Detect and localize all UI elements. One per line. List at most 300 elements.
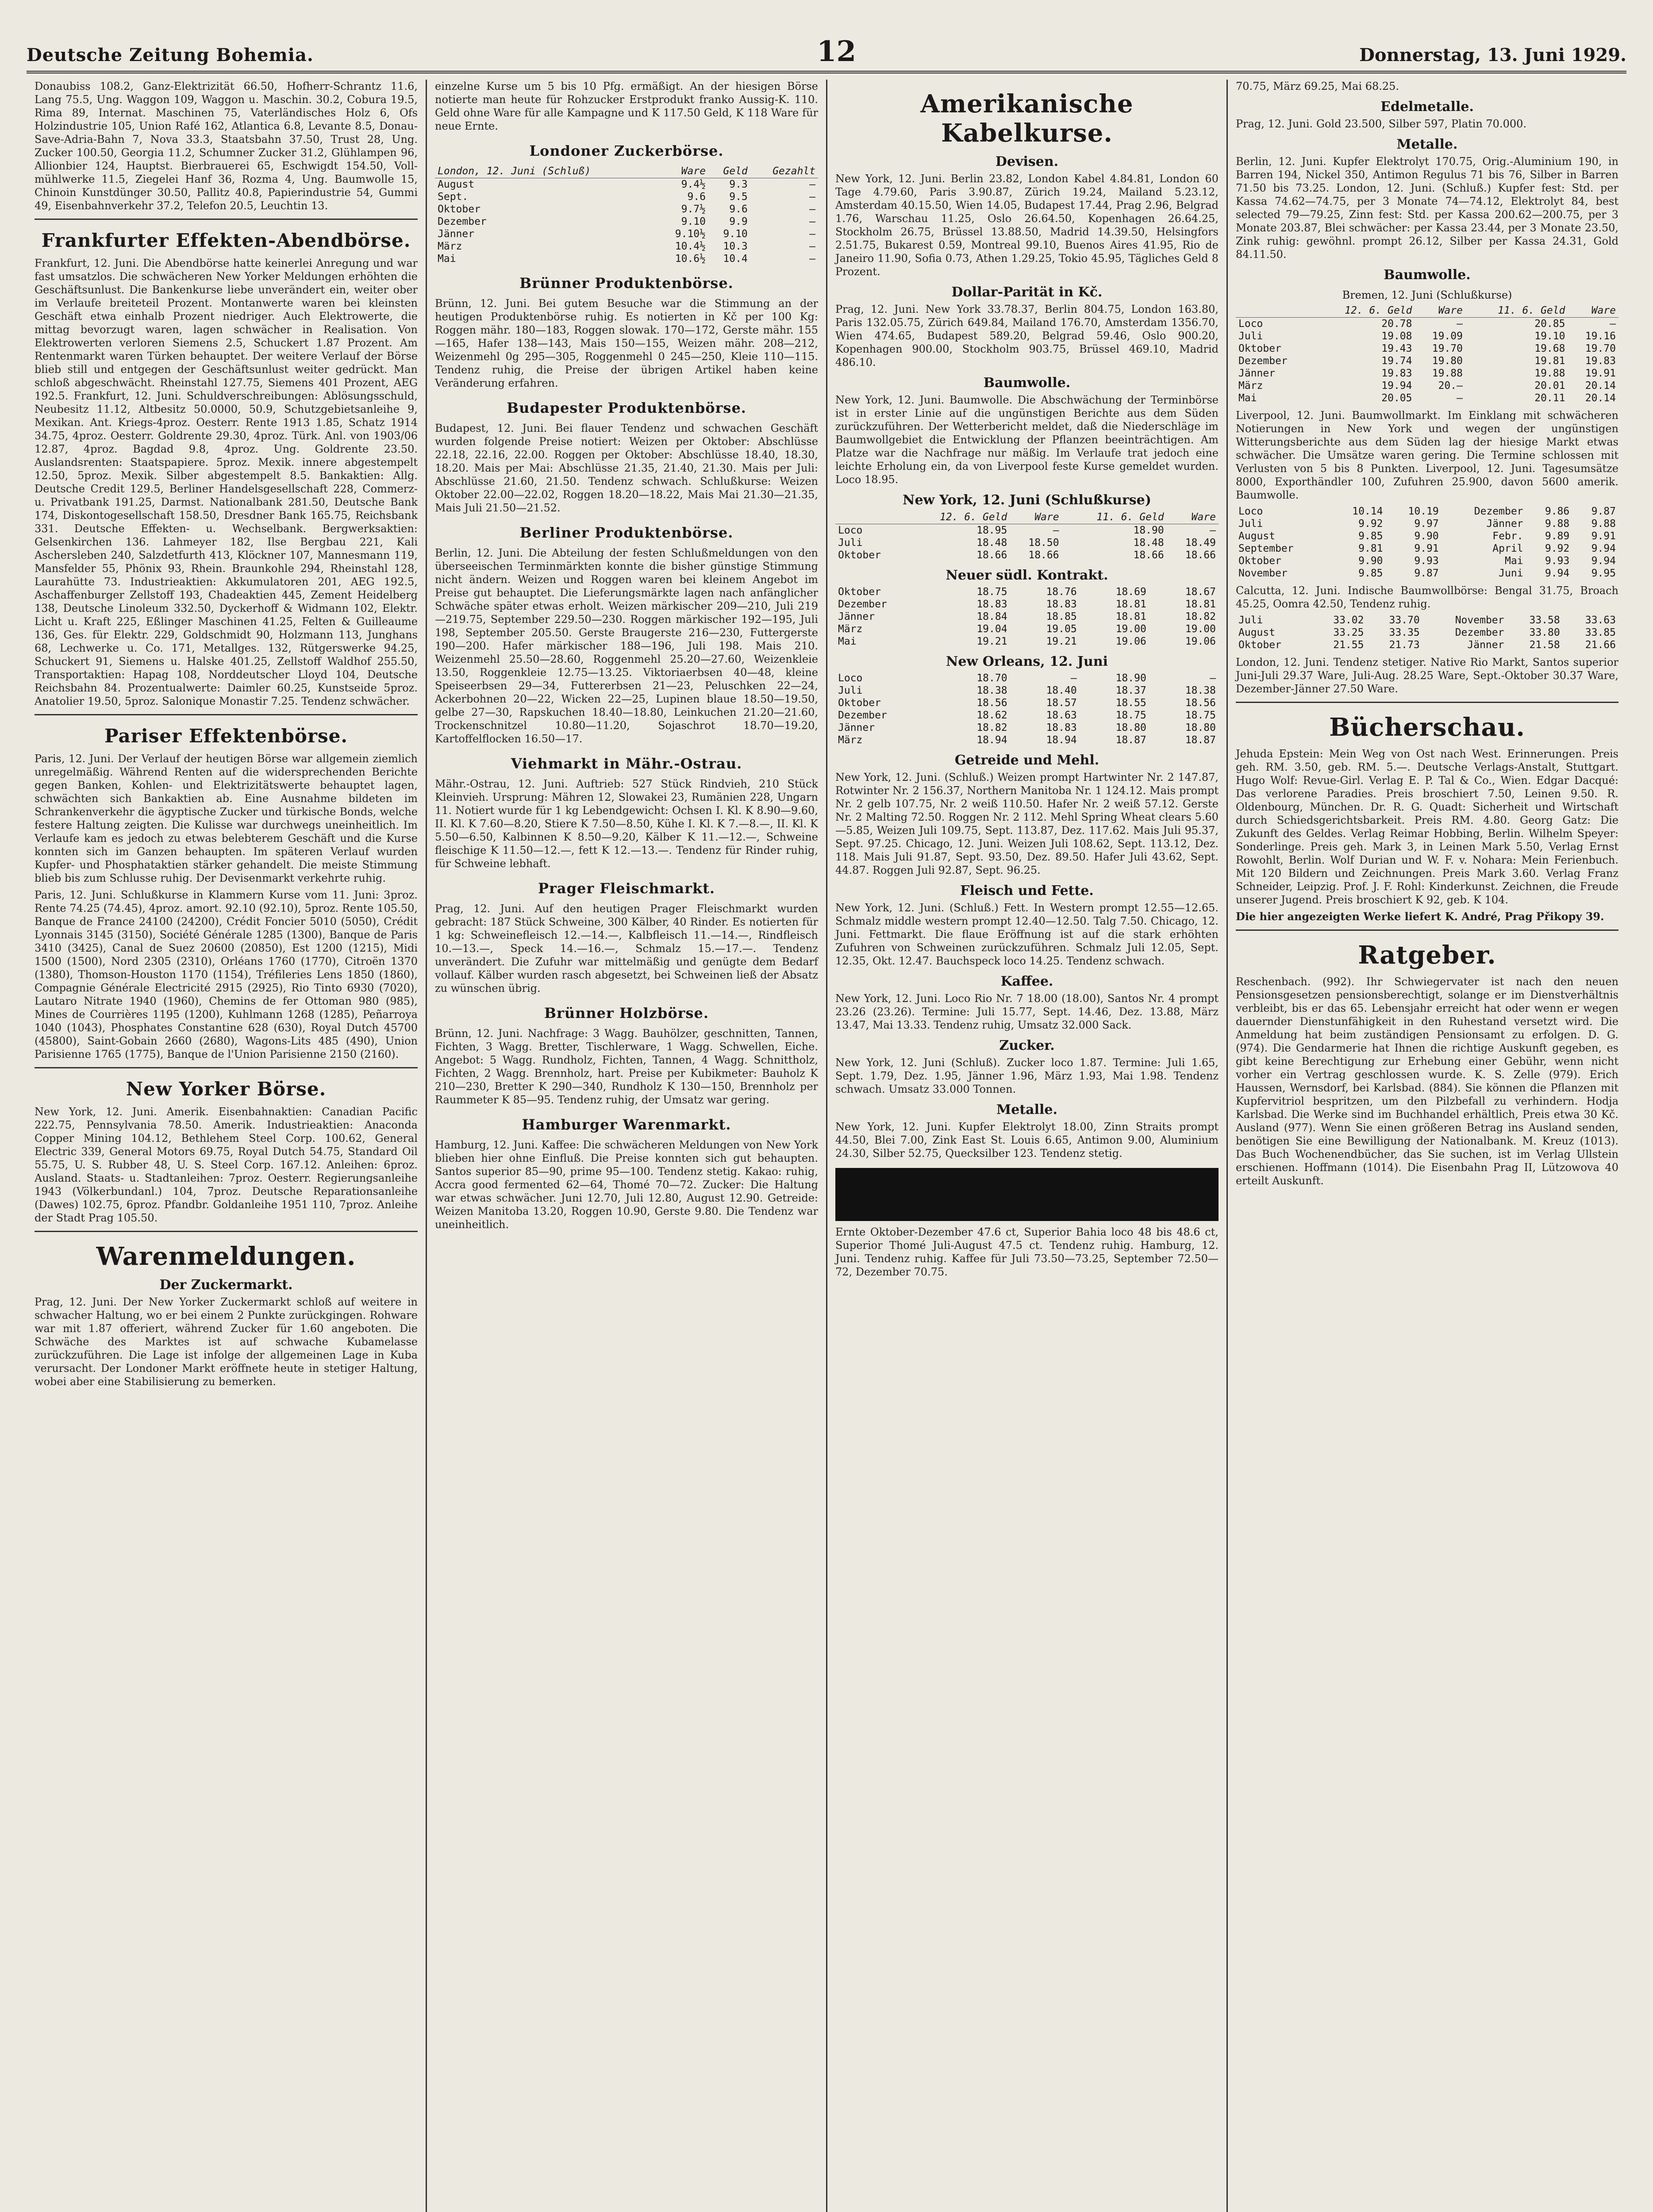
ny-cotton-title: New York, 12. Juni (Schlußkurse) <box>903 492 1151 508</box>
berlin-report: Berlin, 12. Juni. Die Abteilung der festen Schlußmeldungen von den überseeischen Terminmärkten konnte die bisher günstige Stimmung nicht ändern. Weizen und Roggen waren bei kleinem Angebot im Preise gut behauptet. Die Lieferungsmärkte lagen nach anfänglicher Schwäche später etwas erholt. Weizen märkischer 209—210, Juli 219—219.75, September 229.50—230. Roggen märkischer 192—195, Juli 198, September 205.50. Gerste Braugerste 216—230, Futtergerste 190—200. Hafer märkischer 188—196, Juli 198. Mais 210. Weizenmehl 25.50—28.60, Roggenmehl 25.20—27.60, Weizenkleie 13.50, Roggenkleie 12.75—13.25. Viktoriaerbsen 40—48, kleine Speiseerbsen 29—34, Futtererbsen 21—23, Peluschken 22—24, Ackerbohnen 20—22, Wicken 22—25, Lupinen blaue 18.50—19.50, gelbe 27—30, Rapskuchen 18.40—18.80, Leinkuchen 21.20—21.60, Trockenschnitzel 10.80—11.20, Sojaschrot 18.70—19.20, Kartoffelflocken 16.50—17. <box>435 547 818 745</box>
table-cell: — <box>809 241 815 252</box>
table-cell: Mai <box>838 636 857 647</box>
table-row <box>1236 555 1618 567</box>
table-cell: 9.9 <box>729 216 748 227</box>
metalle-subheading: Metalle. <box>1396 137 1458 152</box>
table-cell: 9.81 <box>1358 543 1383 554</box>
newspaper-name: Deutsche Zeitung Bohemia. <box>27 45 314 65</box>
table-cell: 9.90 <box>1414 530 1439 542</box>
table-cell: 18.81 <box>1115 599 1146 610</box>
table-cell: 9.86 <box>1545 506 1570 517</box>
kaffee-report: New York, 12. Juni. Loco Rio Nr. 7 18.00 (18.00), Santos Nr. 4 prompt 23.26 (23.26). Termine: Juli 15.77, Sept. 14.46, Dez. 13.88, März 13.47, Mai 13.33. Tendenz ruhig, Umsatz 32.000 Sack. <box>835 992 1219 1031</box>
prager-report: Prag, 12. Juni. Auf den heutigen Prager Fleischmarkt wurden gebracht: 187 Stück Schweine, 300 Kälber, 40 Rinder. Es notierten für 1 kg: Schweinefleisch 12.—14.—, Kalbfleisch 11.—14.—, Rindfleisch 10.—13.—, Speck 14.—16.—, Schmalz 15.—17.—. Tendenz unverändert. Die Zufuhr war mittelmäßig und genügte dem Bedarf vollauf. Kälber wurden rasch abgesetzt, bei Schweinen ließ der Absatz zu wünschen übrig. <box>435 902 818 995</box>
alexandria-table <box>1236 614 1618 651</box>
holz-report: Brünn, 12. Juni. Nachfrage: 3 Wagg. Bauhölzer, geschnitten, Tannen, Fichten, 3 Wagg. Bretter, Tischlerware, 1 Wagg. Schwellen, Eiche. Angebot: 5 Wagg. Rundholz, Fichten, Tannen, 4 Wagg. Schnittholz, Fichten, 2 Wagg. Brennholz, hart. Preise per Kubikmeter: Bauholz K 210—230, Bretter K 290—340, Rundholz K 130—150, Brennholz per Raummeter K 85—95. Tendenz ruhig, der Umsatz war gering. <box>435 1027 818 1106</box>
table-cell: 18.75 <box>1115 710 1146 721</box>
table-cell: 18.90 <box>1115 672 1146 684</box>
table-cell: 18.94 <box>1046 734 1077 746</box>
table-cell: 19.80 <box>1432 355 1463 367</box>
bruenner-report: Brünn, 12. Juni. Bei gutem Besuche war die Stimmung an der heutigen Produktenbörse ruhig. Es notierten in Kč per 100 Kg: Roggen mähr. 180—183, Roggen slowak. 170—172, Gerste mähr. 155—165, Hafer 138—143, Mais 150—155, Weizen mähr. 208—212, Weizenmehl 0g 295—305, Roggenmehl 0 245—250, Kleie 110—115. Tendenz ruhig, die Preise der übrigen Artikel haben keine Veränderung erfahren. <box>435 297 818 389</box>
kakao-report: Ernte Oktober-Dezember 47.6 ct, Superior Bahia loco 48 bis 48.6 ct, Superior Thomé Juli-August 47.5 ct. Tendenz ruhig. Hamburg, 12. Juni. Tendenz ruhig. Kaffee für Juli 73.50—73.25, September 72.50—72, Dezember 70.75. <box>835 1226 1219 1278</box>
newyork-section-title: New Yorker Börse. <box>126 1078 327 1100</box>
table-cell: 19.06 <box>1185 636 1216 647</box>
table-cell: 18.38 <box>976 685 1007 696</box>
table-cell: Jänner <box>838 611 875 622</box>
paris-quotes: Paris, 12. Juni. Schlußkurse in Klammern Kurse vom 11. Juni: 3proz. Rente 74.25 (74.45), 4proz. amort. 92.10 (92.10), 5proz. Rente 105.50, Banque de France 24100 (24200), Crédit Foncier 5010 (5050), Crédit Lyonnais 3145 (3150), Société Générale 1285 (1300), Banque de Paris 3410 (3425), Canal de Suez 20600 (20850), Est 1200 (1215), Midi 1500 (1500), Nord 2305 (2310), Orléans 1760 (1770), Citroën 1370 (1380), Thomson-Houston 1170 (1154), Tréfileries Lens 1850 (1860), Compagnie Générale Electricité 2915 (2925), Rio Tinto 6930 (7020), Lautaro Nitrate 1940 (1960), Chemins de fer Ottoman 980 (985), Mines de Courrières 1195 (1200), Kuhlmann 1268 (1285), Peñarroya 1040 (1043), Phosphates Constantine 628 (630), Royal Dutch 45700 (45800), Saint-Gobain 2660 (2680), Wagons-Lits 485 (490), Union Parisienne 1765 (1775), Banque de l'Union Parisienne 2150 (2160). <box>35 889 418 1060</box>
table-cell: 9.4½ <box>681 179 706 190</box>
frankfurt-report: Frankfurt, 12. Juni. Die Abendbörse hatte keinerlei Anregung und war fast umsatzlos. Die schwächeren New Yorker Meldungen erhöhten die Geschäftsunlust. Die Bankenkurse liebe unverändert ein, weiter ober im Verlaufe breiteteil Prozent. Montanwerte waren bei kleinsten Geschäft etwa einhalb Prozent niedriger. Auch Elektrowerte, die mittag bevorzugt waren, lagen schwächer in Realisation. Von Elektrowerten verloren Siemens 2.5, Schuckert 1.87 Prozent. Am Rentenmarkt waren Türken behauptet. Der weitere Verlauf der Börse blieb still und entgegen der Geschäftsunlust weiter gedrückt. Man schloß abgeschwächt. Rheinstahl 127.75, Siemens 401 Prozent, AEG 192.5. Frankfurt, 12. Juni. Schuldverschreibungen: Ablösungsschuld, Neubesitz 11.12, Altbesitz 50.0000, 50.9, Schutzgebietsanleihe 9, Mexikan. Ant. Kriegs-4proz. Oesterr. Rente 1913 1.85, Schatz 1914 34.75, 4proz. Oesterr. Goldrente 29.30, 4proz. Türk. Anl. von 1903/06 12.87, 4proz. Bagdad 9.8, 4proz. Ung. Goldrente 23.50. Auslandsrenten: Staatspapiere. 5proz. Mexik. innere abgestempelt 12.50, 5proz. Mexik. Silber abgestempelt 8.5. Bankaktien: Allg. Deutsche Credit 129.5, Berliner Handelsgesellschaft 228, Commerz- u. Privatbank 191.25, Darmst. Nationalbank 281.50, Deutsche Bank 174, Diskontogesellschaft 158.50, Dresdner Bank 165.75, Reichsbank 331. Deutsche Effekten- u. Wechselbank. Bergwerksaktien: Gelsenkirchen 136. Lahmeyer 182, Ilse Bergbau 221, Kali Aschersleben 240, Salzdetfurth 413, Klöckner 107, Mannesmann 119, Mansfelder 55, Phönix 93, Rhein. Braunkohle 294, Rheinstahl 128, Laurahütte 73. Industrieaktien: Akkumulatoren 201, AEG 192.5, Aschaffenburger Zellstoff 193, Chadeaktien 445, Zement Heidelberg 138, Deutsche Linoleum 332.50, Dyckerhoff & Widmann 102, Elektr. Licht u. Kraft 225, Eßlinger Maschinen 41.25, Felten & Guilleaume 136, Ges. für Elektr. 229, Goldschmidt 90, Holzmann 113, Junghans 68, Lechwerke u. Co. 171, Metallges. 132, Rütgerswerke 94.25, Schuckert 91, Siemens u. Halske 401.25, Zellstoff Waldhof 255.50, Transportaktien: Hapag 108, Norddeutscher Lloyd 104, Deutsche Reichsbahn 84. Prozentualwerte: Daimler 60.25, Kunstseide 5proz. Anatolier 19.50, 5proz. Salonique Monastir 7.25. Tendenz schwächer. <box>35 257 418 707</box>
prager-title: Prager Fleischmarkt. <box>538 880 715 897</box>
table-cell: — <box>1210 525 1216 536</box>
table-cell: 9.88 <box>1545 518 1570 530</box>
table-cell: 18.82 <box>1185 611 1216 622</box>
table-cell: 33.02 <box>1333 614 1364 626</box>
vieh-report: Mähr.-Ostrau, 12. Juni. Auftrieb: 527 Stück Rindvieh, 210 Stück Kleinvieh. Ursprung: Mähren 12, Slowakei 23, Rumänien 228, Ungarn 11. Notiert wurde für 1 kg Lebendgewicht: Ochsen I. Kl. K 8.90—9.60, II. Kl. K 7.60—8.20, Stiere K 7.50—8.50, Kühe I. Kl. K 7.—8.—, II. Kl. K 5.50—6.50, Kalbinnen K 8.50—9.20, Kälber K 11.—12.—, Schweine fleischige K 11.50—12.—, fett K 12.—13.—. Tendenz für Rinder ruhig, für Schweine lebhaft. <box>435 778 818 870</box>
edelmetalle-report: Prag, 12. Juni. Gold 23.500, Silber 597, Platin 70.000. <box>1236 118 1527 130</box>
orleans-title: New Orleans, 12. Juni <box>946 654 1108 669</box>
table-cell: 18.57 <box>1046 697 1077 709</box>
table-cell: Mai <box>438 253 456 265</box>
zucker-subheading: Zucker. <box>999 1038 1055 1053</box>
baumwolle-subheading: Baumwolle. <box>1384 267 1471 283</box>
table-cell: 18.95 <box>976 525 1007 536</box>
hamburg-report: Hamburg, 12. Juni. Kaffee: Die schwächeren Meldungen von New York blieben hier ohne Einfluß. Die Preise konnten sich gut behaupten. Santos superior 85—90, prime 95—100. Tendenz stetig. Kakao: ruhig, Accra good fermented 62—64, Thomé 70—72. Zucker: Die Haltung war etwas schwächer. Juni 12.70, Juli 12.80, August 12.90. Getreide: Weizen Manitoba 13.20, Roggen 10.90, Gerste 9.80. Die Tendenz war uneinheitlich. <box>435 1139 818 1231</box>
table-cell: 18.81 <box>1185 599 1216 610</box>
kaffee-continued: 70.75, März 69.25, Mai 68.25. <box>1236 80 1399 92</box>
table-cell: 18.69 <box>1115 586 1146 598</box>
table-cell: Jänner <box>438 228 475 240</box>
table-cell: 20.85 <box>1534 318 1565 330</box>
metalle-report: New York, 12. Juni. Kupfer Elektrolyt 18.00, Zinn Straits prompt 44.50, Blei 7.00, Zink East St. Louis 6.65, Antimon 9.00, Aluminium 24.30, Silber 52.75, Quecksilber 123. Tendenz stetig. <box>835 1121 1219 1160</box>
table-row <box>1236 355 1618 367</box>
table-cell: 18.75 <box>976 586 1007 598</box>
fleisch-subheading: Fleisch und Fette. <box>960 883 1094 899</box>
table-cell: 9.92 <box>1545 543 1570 554</box>
table-row <box>1236 330 1618 342</box>
table-cell: 19.88 <box>1534 368 1565 379</box>
devisen-subheading: Devisen. <box>995 154 1059 169</box>
table-cell: 21.58 <box>1529 639 1560 651</box>
table-row <box>835 598 1219 611</box>
table-cell: 19.70 <box>1432 343 1463 354</box>
table-cell: 19.70 <box>1585 343 1616 354</box>
table-cell: 9.3 <box>729 179 748 190</box>
table-row <box>835 635 1219 648</box>
india-report: Calcutta, 12. Juni. Indische Baumwollbörse: Bengal 31.75, Broach 45.25, Oomra 42.50, Tendenz ruhig. <box>1236 584 1618 610</box>
table-cell: Juli <box>838 537 863 549</box>
column-1 <box>27 80 427 2212</box>
getreide-subheading: Getreide und Mehl. <box>954 753 1099 768</box>
page-number: 12 <box>816 35 857 68</box>
table-cell: 18.66 <box>1185 549 1216 561</box>
table-cell: Oktober <box>838 549 881 561</box>
table-row <box>1236 505 1618 518</box>
table-cell: 19.94 <box>1381 380 1412 392</box>
redacted-block <box>835 1168 1219 1221</box>
table-cell: Oktober <box>838 697 881 709</box>
table-cell: 9.97 <box>1414 518 1439 530</box>
table-cell: 21.66 <box>1585 639 1616 651</box>
berlin-title: Berliner Produktenbörse. <box>519 524 734 541</box>
table-cell: 10.4 <box>723 253 748 265</box>
table-cell: Juli <box>838 685 863 696</box>
table-cell: 18.48 <box>1133 537 1164 549</box>
table-cell: Loco <box>1238 506 1263 517</box>
table-cell: 33.85 <box>1585 627 1616 638</box>
table-cell: 20.78 <box>1381 318 1412 330</box>
divider <box>35 1231 418 1232</box>
table-cell: 18.85 <box>1046 611 1077 622</box>
table-cell: 9.87 <box>1591 506 1616 517</box>
table-row <box>835 734 1219 746</box>
table-cell: 20.01 <box>1534 380 1565 392</box>
table-cell: Oktober <box>1238 343 1281 354</box>
london-coffee-report: London, 12. Juni. Tendenz stetiger. Native Rio Markt, Santos superior Juni-Juli 29.37 Ware, Juli-Aug. 28.25 Ware, Sept.-Oktober 30.37 Ware, Dezember-Jänner 27.50 Ware. <box>1236 656 1618 695</box>
table-cell: — <box>1053 525 1059 536</box>
fleisch-report: New York, 12. Juni. (Schluß.) Fett. In Western prompt 12.55—12.65. Schmalz middle western prompt 12.40—12.50. Talg 7.50. Chicago, 12. Juni. Fettmarkt. Die flaue Eröffnung ist auf die stark erhöhten Zufuhren von Schweinen zurückzuführen. Schmalz Juli 12.05, Sept. 12.35, Okt. 12.47. Bauchspeck loco 14.25. Tendenz schwach. <box>835 902 1219 967</box>
table-cell: — <box>1210 672 1216 684</box>
table-cell: 18.55 <box>1115 697 1146 709</box>
table-row <box>1236 530 1618 542</box>
table-row <box>435 191 818 203</box>
table-cell: August <box>1238 530 1276 542</box>
issue-date: Donnerstag, 13. Juni 1929. <box>1359 45 1626 65</box>
table-cell: 33.63 <box>1585 614 1616 626</box>
table-cell: 9.88 <box>1591 518 1616 530</box>
table-cell: 33.80 <box>1529 627 1560 638</box>
frankfurt-section-title: Frankfurter Effekten-Abendbörse. <box>41 230 411 251</box>
table-cell: Oktober <box>1238 639 1281 651</box>
table-row <box>435 253 818 265</box>
table-cell: 18.56 <box>1185 697 1216 709</box>
table-row <box>835 524 1219 537</box>
table-cell: 19.68 <box>1534 343 1565 354</box>
waren-section-title: Warenmeldungen. <box>96 1242 356 1271</box>
bremen-title: Bremen, 12. Juni (Schlußkurse) <box>1342 289 1512 301</box>
table-cell: 19.05 <box>1046 623 1077 635</box>
table-cell: Oktober <box>438 204 481 215</box>
buecherschau-title: Bücherschau. <box>1329 713 1525 742</box>
table-cell: 18.56 <box>976 697 1007 709</box>
table-cell: 10.19 <box>1408 506 1439 517</box>
table-cell: 10.4½ <box>675 241 706 252</box>
table-cell: 18.49 <box>1185 537 1216 549</box>
ratgeber-answers: Reschenbach. (992). Ihr Schwiegervater ist nach den neuen Pensionsgesetzen pensionsberechtigt, solange er im Dienstverhältnis verbleibt, bis er das 65. Lebensjahr erreicht hat oder wenn er wegen dauernder Dienstunfähigkeit in den Ruhestand versetzt wird. Die Anmeldung hat beim zuständigen Pensionsamt zu erfolgen. D. G. (974). Die Gendarmerie hat Ihnen die richtige Auskunft gegeben, es gibt keine Berechtigung zur Erhebung einer Gebühr, wenn nicht vorher ein Vertrag geschlossen wurde. K. S. Zelle (979). Erich Haussen, Wernsdorf, bei Karlsbad. (884). Sie können die Pflanzen mit Kupfervitriol bespritzen, um den Pilzbefall zu verhindern. Hodja Karlsbad. Die Werke sind im Buchhandel erhältlich, Preis etwa 30 Kč. Ausland (977). Wenn Sie einen größeren Betrag ins Ausland senden, benötigen Sie eine Bewilligung der Nationalbank. M. Kreuz (1013). Das Buch Wochenendbücher, das Sie suchen, ist im Verlag Ullstein erschienen. Hoffmann (1014). Die Eisenbahn Prag II, Lützowova 40 erteilt Auskunft. <box>1236 975 1618 1187</box>
kabelkurse-title: Amerikanische Kabelkurse. <box>920 89 1134 148</box>
table-cell: 19.06 <box>1115 636 1146 647</box>
table-cell: 19.81 <box>1534 355 1565 367</box>
table-row <box>835 709 1219 722</box>
table-cell: Jänner <box>1467 639 1504 651</box>
table-cell: 21.55 <box>1333 639 1364 651</box>
table-row <box>1236 318 1618 330</box>
ny-cotton-table <box>835 511 1219 561</box>
table-cell: 10.14 <box>1352 506 1383 517</box>
table-cell: 9.10 <box>681 216 706 227</box>
table-cell: 19.21 <box>1046 636 1077 647</box>
table-cell: 9.93 <box>1414 555 1439 567</box>
dollar-subheading: Dollar-Parität in Kč. <box>951 284 1103 300</box>
london-sugar-title: Londoner Zuckerbörse. <box>529 142 724 159</box>
sugar-intro: einzelne Kurse um 5 bis 10 Pfg. ermäßigt. An der hiesigen Börse notierte man heute für Rohzucker Erstprodukt franko Aussig-K. 110. Geld ohne Ware für alle Kampagne und K 117.50 Geld, K 118 Ware für neue Ernte. <box>435 80 818 132</box>
table-header-cell: Ware <box>1167 511 1219 524</box>
table-cell: 9.87 <box>1414 568 1439 579</box>
table-cell: 19.83 <box>1585 355 1616 367</box>
table-cell: August <box>438 179 475 190</box>
table-cell: 9.94 <box>1591 543 1616 554</box>
table-cell: 9.7½ <box>681 204 706 215</box>
table-cell: 9.90 <box>1358 555 1383 567</box>
ratgeber-title: Ratgeber. <box>1358 941 1496 970</box>
table-row <box>1236 392 1618 404</box>
devisen-report: New York, 12. Juni. Berlin 23.82, London Kabel 4.84.81, London 60 Tage 4.79.60, Paris 3.90.87, Zürich 19.24, Mailand 5.23.12, Amsterdam 40.15.50, Wien 14.05, Budapest 17.44, Prag 2.96, Belgrad 1.76, Warschau 11.25, Oslo 26.64.50, Kopenhagen 26.64.25, Stockholm 26.75, Brüssel 13.88.50, Madrid 14.39.50, Helsingfors 2.51.75, Bukarest 0.59, Montreal 99.10, Buenos Aires 41.95, Rio de Janeiro 11.90, Sofia 0.73, Athen 1.29.25, Tokio 45.95, Tägliches Geld 8 Prozent. <box>835 173 1219 278</box>
table-cell: 18.80 <box>1185 722 1216 733</box>
newspaper-page <box>27 31 1626 2212</box>
table-cell: 10.6½ <box>675 253 706 265</box>
bremen-table <box>1236 304 1618 404</box>
table-cell: 18.75 <box>1185 710 1216 721</box>
bruenner-title: Brünner Produktenbörse. <box>519 275 734 292</box>
newyork-report: New York, 12. Juni. Amerik. Eisenbahnaktien: Canadian Pacific 222.75, Pennsylvania 78.50. Amerik. Industrieaktien: Anaconda Copper Mining 104.12, Bethlehem Steel Corp. 100.62, General Electric 339, General Motors 69.75, Royal Dutch 54.75, Standard Oil 55.75, U. S. Rubber 48, U. S. Steel Corp. 167.12. Anleihen: 6proz. Ausland. Staats- u. Stadtanleihen: 7proz. Oesterr. Regierungsanleihe 1943 (Völkerbundanl.) 104, 7proz. Deutsche Reparationsanleihe (Dawes) 102.75, 6proz. Pfandbr. Goldanleihe 1951 110, 7proz. Anleihe der Stadt Prag 105.50. <box>35 1106 418 1224</box>
table-row <box>1236 639 1618 651</box>
table-header-cell: 12. 6. Geld <box>1312 304 1415 318</box>
table-cell: 9.95 <box>1591 568 1616 579</box>
table-cell: Dezember <box>438 216 487 227</box>
table-cell: 19.43 <box>1381 343 1412 354</box>
columns <box>27 80 1626 2212</box>
table-row <box>1236 518 1618 530</box>
table-cell: 20.11 <box>1534 392 1565 404</box>
london-sugar-table <box>435 165 818 265</box>
table-row <box>1236 626 1618 639</box>
table-cell: 10.3 <box>723 241 748 252</box>
buecherschau-list: Jehuda Epstein: Mein Weg von Ost nach West. Erinnerungen. Preis geh. RM. 3.50, geb. RM. 5.—. Deutsche Verlags-Anstalt, Stuttgart. Hugo Wolf: Revue-Girl. Verlag E. P. Tal & Co., Wien. Edgar Dacqué: Das verlorene Paradies. Preis broschiert 7.50, Leinen 9.50. R. Oldenbourg, München. Dr. R. G. Quadt: Sicherheit und Wirtschaft durch Schiedsgerichtsbarkeit. Preis RM. 4.80. Georg Gatz: Die Zukunft des Geldes. Verlag Reimar Hobbing, Berlin. Wilhelm Speyer: Sonderlinge. Preis geh. Mark 3, in Leinen Mark 5.50, Verlag Ernst Rowohlt, Berlin. Wolf Durian und W. F. v. Nohara: Mein Ferienbuch. Mit 120 Bildern und Zeichnungen. Preis Mark 3.60. Verlag Franz Schneider, Leipzig. Prof. J. F. Rohl: Kinderkunst. Zeichnen, die Freude unserer Jugend. Preis broschiert K 92, geb. K 104. <box>1236 748 1618 906</box>
table-header-cell: Ware <box>1568 304 1618 318</box>
zucker-subheading: Der Zuckermarkt. <box>159 1277 293 1293</box>
table-cell: September <box>1238 543 1294 554</box>
table-cell: Febr. <box>1492 530 1523 542</box>
table-cell: 18.50 <box>1028 537 1059 549</box>
table-cell: 9.10 <box>723 228 748 240</box>
table-cell: Dezember <box>838 599 887 610</box>
table-cell: 18.94 <box>976 734 1007 746</box>
table-cell: 19.88 <box>1432 368 1463 379</box>
table-header-cell <box>835 511 905 524</box>
table-header-cell: 11. 6. Geld <box>1062 511 1167 524</box>
paris-section-title: Pariser Effektenbörse. <box>104 725 348 747</box>
budapest-quotes-continued: Donaubiss 108.2, Ganz-Elektrizität 66.50, Hofherr-Schrantz 11.6, Lang 75.5, Ung. Waggon 109, Waggon u. Maschin. 30.2, Cobura 19.5, Rima 89, Internat. Maschinen 75, Vaterländisches Holz 6, Ofs Holzindustrie 105, Union Rafé 162, Atlantica 6.8, Levante 8.5, Donau-Save-Adria-Bahn 7, Nova 33.3, Staatsbahn 37.50, Trust 28, Ung. Zucker 100.50, Georgia 11.2, Schumner Zucker 31.2, Glühlampen 96, Allionbier 124, Hauptst. Bierbrauerei 65, Eschwigdt 154.50, Voll-mühlwerke 11.5, Ziegelei Hanf 36, Rozma 4, Ung. Baumwolle 15, Chinoin Kunstdünger 30.50, Pallitz 40.8, Papierindustrie 54, Gummi 49, Eisenbahnverkehr 37.2, Telefon 20.5, Leuchtin 13. <box>35 80 418 212</box>
table-cell: Mai <box>1238 392 1257 404</box>
table-cell: 18.63 <box>1046 710 1077 721</box>
liverpool-table <box>1236 505 1618 580</box>
table-cell: — <box>809 216 815 227</box>
table-row <box>1236 567 1618 580</box>
table-cell: 19.00 <box>1115 623 1146 635</box>
table-row <box>1236 542 1618 555</box>
table-row <box>1236 342 1618 355</box>
table-header-cell: 11. 6. Geld <box>1465 304 1568 318</box>
table-cell: 18.87 <box>1115 734 1146 746</box>
table-header-cell: Ware <box>658 165 708 178</box>
divider <box>35 1067 418 1068</box>
table-cell: Dezember <box>1474 506 1523 517</box>
table-cell: 18.81 <box>1115 611 1146 622</box>
table-cell: — <box>809 179 815 190</box>
table-row <box>1236 380 1618 392</box>
table-cell: — <box>809 204 815 215</box>
table-cell: Dezember <box>838 710 887 721</box>
table-cell: 9.10½ <box>675 228 706 240</box>
table-cell: 18.83 <box>976 599 1007 610</box>
table-cell: 9.6 <box>687 191 706 203</box>
table-cell: Oktober <box>838 586 881 598</box>
table-cell: 19.91 <box>1585 368 1616 379</box>
table-cell: 20.05 <box>1381 392 1412 404</box>
table-cell: Dezember <box>1455 627 1504 638</box>
table-cell: Jänner <box>1238 368 1276 379</box>
table-cell: 18.70 <box>976 672 1007 684</box>
table-cell: 18.82 <box>976 722 1007 733</box>
table-row <box>835 586 1219 598</box>
table-cell: 9.85 <box>1358 530 1383 542</box>
table-cell: 18.40 <box>1046 685 1077 696</box>
budapest-title: Budapester Produktenbörse. <box>507 399 746 416</box>
table-cell: 9.6 <box>729 204 748 215</box>
table-cell: 19.09 <box>1432 330 1463 342</box>
table-row <box>835 611 1219 623</box>
table-row <box>835 697 1219 709</box>
table-cell: 9.94 <box>1591 555 1616 567</box>
table-cell: März <box>438 241 462 252</box>
table-cell: 18.87 <box>1185 734 1216 746</box>
baumwolle-subheading: Baumwolle. <box>983 375 1071 391</box>
paris-report: Paris, 12. Juni. Der Verlauf der heutigen Börse war allgemein ziemlich unregelmäßig. Während Renten auf die widersprechenden Berichte gegen Banken, Kohlen- und Elektrizitätswerte behauptet lagen, schwächten sich Bankaktien ab. Eine Ausnahme bildeten im Schrankenverkehr die ägyptische Zucker und türkische Bonds, welche festere Haltung zeigten. Die Kulisse war durchwegs uneinheitlich. Im Verlaufe kam es jedoch zu etwas belebterem Geschäft und die Kurse konnten sich im Ganzen behaupten. Im späteren Verlauf wurden Kupfer- und Phosphataktien stärker gehandelt. Die meiste Stimmung blieb bis zum Schlusse ruhig. Der Devisenmarkt verkehrte ruhig. <box>35 753 418 884</box>
liverpool-report: Liverpool, 12. Juni. Baumwollmarkt. Im Einklang mit schwächeren Notierungen in New York und wegen der ungünstigen Witterungsberichte aus dem Süden lag der hiesige Markt etwas schwächer. Die Umsätze waren gering. Die Termine schlossen mit Verlusten von 5 bis 8 Punkten. Liverpool, 12. Juni. Tagesumsätze 8000, Exporthändler 100, Zufuhren 25.900, davon 5600 amerik. Baumwolle. <box>1236 409 1618 501</box>
table-cell: 18.90 <box>1133 525 1164 536</box>
table-cell: Juli <box>1238 518 1263 530</box>
table-cell: 20.14 <box>1585 392 1616 404</box>
table-cell: Oktober <box>1238 555 1281 567</box>
page-header <box>27 31 1626 73</box>
metalle-report: Berlin, 12. Juni. Kupfer Elektrolyt 170.75, Orig.-Aluminium 190, in Barren 194, Nickel 350, Antimon Regulus 71 bis 76, Silber in Barren 71.50 bis 73.25. London, 12. Juni. (Schluß.) Kupfer fest: Std. per Kassa 74.62—74.75, per 3 Monate 74—74.12, Elektrolyt 84, best selected 79—79.25, Zinn fest: Std. per Kassa 200.62—200.75, per 3 Monate 203.87, Blei schwächer: per Kassa 23.44, per 3 Monate 23.50, Zink ruhig: gewöhnl. prompt 26.12, Silber per Kassa 24.31, Gold 84.11.50. <box>1236 155 1618 261</box>
table-cell: 20.14 <box>1585 380 1616 392</box>
table-header-cell <box>1236 304 1312 318</box>
table-cell: 18.67 <box>1185 586 1216 598</box>
table-cell: Dezember <box>1238 355 1288 367</box>
table-row <box>435 178 818 191</box>
table-row <box>435 240 818 253</box>
table-row <box>835 549 1219 561</box>
getreide-report: New York, 12. Juni. (Schluß.) Weizen prompt Hartwinter Nr. 2 147.87, Rotwinter Nr. 2 156.37, Northern Manitoba Nr. 1 124.12. Mais prompt Nr. 2 gelb 107.75, Nr. 2 weiß 110.50. Hafer Nr. 2 weiß 57.12. Gerste Nr. 2 Malting 72.50. Roggen Nr. 2 112. Mehl Spring Wheat clears 5.60—5.85, Weizen Juli 109.75, Sept. 113.87, Dez. 117.62. Mais Juli 95.37, Sept. 97.25. Chicago, 12. Juni. Weizen Juli 108.62, Sept. 113.12, Dez. 118. Mais Juli 91.87, Sept. 93.50, Dez. 89.50. Hafer Juli 43.62, Sept. 44.87. Roggen Juli 92.87, Sept. 96.25. <box>835 771 1219 876</box>
table-cell: 18.84 <box>976 611 1007 622</box>
table-cell: 18.37 <box>1115 685 1146 696</box>
table-row <box>435 203 818 215</box>
budapest-report: Budapest, 12. Juni. Bei flauer Tendenz und schwachen Geschäft wurden folgende Preise notiert: Weizen per Oktober: Abschlüsse 22.18, 22.16, 22.00. Roggen per Oktober: Abschlüsse 18.40, 18.30, 18.20. Mais per Mai: Abschlüsse 21.35, 21.40, 21.30. Mais per Juli: Abschlüsse 21.60, 21.50. Tendenz schwach. Schlußkurse: Weizen Oktober 22.00—22.02, Roggen 18.20—18.22, Mais Mai 21.30—21.35, Mais Juli 21.50—21.52. <box>435 422 818 514</box>
table-cell: Loco <box>1238 318 1263 330</box>
table-cell: November <box>1455 614 1504 626</box>
table-row <box>435 215 818 228</box>
table-cell: Mai <box>1504 555 1523 567</box>
table-cell: 9.93 <box>1545 555 1570 567</box>
table-cell: 18.66 <box>1133 549 1164 561</box>
table-row <box>1236 367 1618 380</box>
table-cell: — <box>1457 392 1463 404</box>
table-cell: 18.66 <box>976 549 1007 561</box>
table-cell: April <box>1492 543 1523 554</box>
table-header-cell: Ware <box>1010 511 1061 524</box>
table-row <box>835 623 1219 635</box>
table-cell: März <box>838 623 863 635</box>
table-cell: 19.83 <box>1381 368 1412 379</box>
table-cell: Juli <box>1238 614 1263 626</box>
divider <box>1236 929 1618 931</box>
table-cell: 9.92 <box>1358 518 1383 530</box>
table-cell: 18.62 <box>976 710 1007 721</box>
table-cell: — <box>809 253 815 265</box>
column-4 <box>1228 80 1626 2212</box>
table-cell: — <box>1610 318 1616 330</box>
table-cell: 9.5 <box>729 191 748 203</box>
holz-title: Brünner Holzbörse. <box>544 1005 709 1022</box>
table-cell: Jänner <box>1486 518 1523 530</box>
table-cell: 18.83 <box>1046 722 1077 733</box>
table-cell: 9.91 <box>1414 543 1439 554</box>
table-cell: 19.00 <box>1185 623 1216 635</box>
table-cell: 9.91 <box>1591 530 1616 542</box>
table-row <box>835 722 1219 734</box>
table-header-cell: Ware <box>1415 304 1465 318</box>
table-cell: 19.74 <box>1381 355 1412 367</box>
table-cell: 18.76 <box>1046 586 1077 598</box>
table-cell: 18.83 <box>1046 599 1077 610</box>
kaffee-subheading: Kaffee. <box>1000 974 1053 989</box>
table-header-cell: Geld <box>708 165 750 178</box>
table-cell: Jänner <box>838 722 875 733</box>
table-cell: 33.25 <box>1333 627 1364 638</box>
column-2 <box>427 80 827 2212</box>
table-row <box>835 684 1219 697</box>
table-row <box>435 228 818 240</box>
table-cell: 18.48 <box>976 537 1007 549</box>
table-cell: 19.10 <box>1534 330 1565 342</box>
vieh-title: Viehmarkt in Mähr.-Ostrau. <box>511 755 742 772</box>
table-cell: August <box>1238 627 1276 638</box>
neuer-kontrakt-subheading: Neuer südl. Kontrakt. <box>946 568 1108 583</box>
divider <box>35 219 418 220</box>
edelmetalle-subheading: Edelmetalle. <box>1380 99 1474 115</box>
baumwolle-report: New York, 12. Juni. Baumwolle. Die Abschwächung der Terminbörse ist in erster Linie auf die ungünstigen Berichte aus dem Süden zurückzuführen. Der Wetterbericht meldet, daß die Niederschläge im Baumwollgebiet die Entwicklung der Pflanzen beeinträchtigen. Am Platze war die Nachfrage nur mäßig. Im Verlaufe trat jedoch eine leichte Erholung ein, da von Liverpool feste Kurse gemeldet wurden. Loco 18.95. <box>835 394 1219 486</box>
table-cell: 19.21 <box>976 636 1007 647</box>
table-header-cell: Gezahlt <box>750 165 818 178</box>
table-cell: 9.89 <box>1545 530 1570 542</box>
table-cell: 19.16 <box>1585 330 1616 342</box>
table-row <box>835 672 1219 684</box>
table-cell: März <box>1238 380 1263 392</box>
metalle-subheading: Metalle. <box>996 1102 1057 1118</box>
table-cell: Juli <box>1238 330 1263 342</box>
table-cell: 33.35 <box>1389 627 1420 638</box>
table-cell: Sept. <box>438 191 469 203</box>
table-cell: Juni <box>1499 568 1523 579</box>
neuer-kontrakt-table <box>835 586 1219 648</box>
buecherschau-note: Die hier angezeigten Werke liefert K. André, Prag Přikopy 39. <box>1236 910 1604 923</box>
table-cell: — <box>1070 672 1077 684</box>
table-cell: 18.38 <box>1185 685 1216 696</box>
table-header-cell: 12. 6. Geld <box>905 511 1010 524</box>
table-header-cell: London, 12. Juni (Schluß) <box>435 165 658 178</box>
table-cell: 9.85 <box>1358 568 1383 579</box>
table-cell: — <box>1457 318 1463 330</box>
